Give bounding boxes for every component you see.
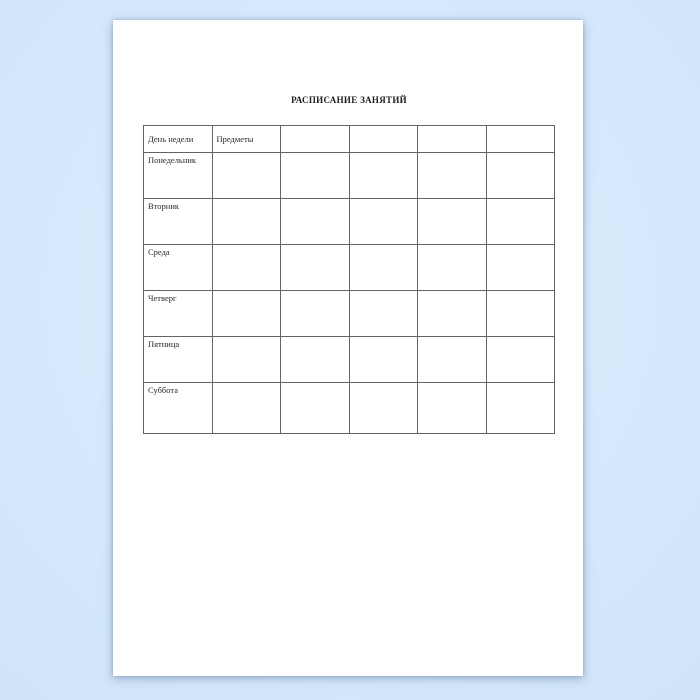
header-cell-empty — [486, 126, 555, 153]
day-cell: Пятница — [144, 337, 213, 383]
table-row-tuesday — [144, 199, 555, 245]
day-cell: Понедельник — [144, 153, 213, 199]
table-row-friday — [144, 337, 555, 383]
subject-cell — [349, 337, 418, 383]
subject-cell — [349, 383, 418, 434]
day-cell: Суббота — [144, 383, 213, 434]
subject-cell — [212, 291, 281, 337]
subject-cell — [418, 291, 487, 337]
day-cell: Вторник — [144, 199, 213, 245]
subject-cell — [349, 153, 418, 199]
table-row-saturday — [144, 383, 555, 434]
table-row-wednesday — [144, 245, 555, 291]
header-cell-day: День недели — [144, 126, 213, 153]
subject-cell — [349, 291, 418, 337]
subject-cell — [486, 153, 555, 199]
subject-cell — [281, 337, 350, 383]
subject-cell — [349, 199, 418, 245]
subject-cell — [418, 245, 487, 291]
subject-cell — [486, 337, 555, 383]
subject-cell — [486, 199, 555, 245]
subject-cell — [281, 153, 350, 199]
subject-cell — [418, 383, 487, 434]
schedule-table — [143, 125, 555, 434]
subject-cell — [212, 153, 281, 199]
header-cell-empty — [418, 126, 487, 153]
table-row-monday — [144, 153, 555, 199]
document-page — [113, 20, 583, 676]
document-title: РАСПИСАНИЕ ЗАНЯТИЙ — [291, 95, 407, 105]
subject-cell — [486, 245, 555, 291]
table-header-row — [144, 126, 555, 153]
subject-cell — [212, 245, 281, 291]
subject-cell — [418, 199, 487, 245]
subject-cell — [281, 245, 350, 291]
day-cell: Среда — [144, 245, 213, 291]
subject-cell — [281, 383, 350, 434]
subject-cell — [486, 291, 555, 337]
table-row-thursday — [144, 291, 555, 337]
subject-cell — [281, 199, 350, 245]
header-cell-empty — [281, 126, 350, 153]
header-cell-empty — [349, 126, 418, 153]
subject-cell — [212, 199, 281, 245]
subject-cell — [418, 153, 487, 199]
subject-cell — [418, 337, 487, 383]
subject-cell — [212, 383, 281, 434]
day-cell: Четверг — [144, 291, 213, 337]
subject-cell — [349, 245, 418, 291]
header-cell-subjects: Предметы — [212, 126, 281, 153]
subject-cell — [486, 383, 555, 434]
subject-cell — [281, 291, 350, 337]
subject-cell — [212, 337, 281, 383]
